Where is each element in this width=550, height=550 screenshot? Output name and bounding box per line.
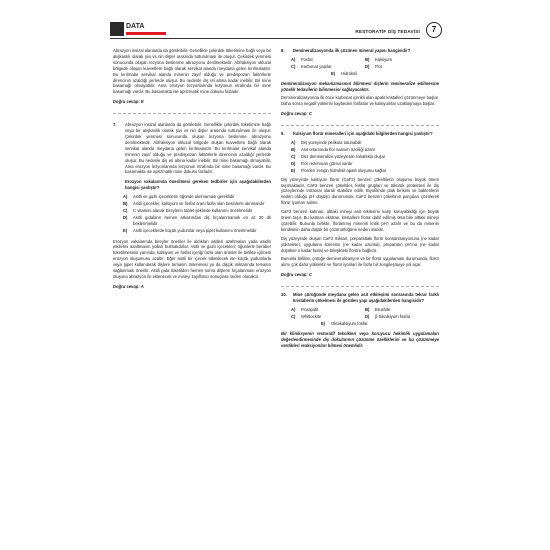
page-header [110,22,442,40]
question-number: 10. [281,292,287,298]
answer-8: Doğru cevap: C [281,111,312,117]
option-c[interactable]: C) Karbonat yapılar [291,63,332,69]
question-10 [281,292,439,304]
question-number: 9. [281,131,285,137]
header-rule [110,38,420,39]
logo-text: DATA [126,23,145,30]
q9-explanation-3: Diş yüzeyinde oluşan CaF2 miktarı, preparattaki florür konsantrasyonuna (ne kadar yüksekse), uygulama süresine (ne kadar uzunsa), preparatın pH'ına (ne kadar düşükse o kadar fazla) ve bileşikteki florüre bağlıdır. [281,235,439,253]
option-b[interactable]: B) Asitli içecekler, kalsiyum ve fosfat oranı fazla olan besinlerle alınmalıdır [123,201,265,207]
option-c[interactable]: C) Düz demineralize yüzeylerde rahatlıkla oluşur [291,153,386,159]
question-number: 7. [113,122,117,128]
option-e[interactable]: E) Oktakalsiyum fosfat [321,320,368,326]
option-a[interactable]: A) Florapatit [291,307,319,312]
option-e[interactable]: E) Asitli içeceklerde küçük yudumlar veya pipet kullanımı önerilmelidir [123,227,257,233]
option-b[interactable]: B) Brushite [365,307,391,312]
left-column [113,48,271,298]
option-b[interactable]: B) Kalsiyum [365,56,392,62]
option-e[interactable]: E) Florden zengin hidroksil apatit oluşumu sağlar [291,167,387,173]
question-divider [281,286,439,287]
question-stem: Erozyon vakalarında önerilmesi gereken tedbirler için aşağıdakilerden hangisi yanlıştır? [125,179,271,191]
question-9 [281,131,439,137]
question-passage: Abrazyon insizal alanlarda da görülebilir. Genellikle çekirdek tüketimine bağlı veya bir alışkanlık olarak şivi vs nin dişler arasında tutturulması ile oluşur. Çekirdek yenmesi sonucunda oluşan lezyona beslenme abrazyonu denilmektedir. Abfraksiyon okluzal bölgede oluşan kuvvetlere bağlı olarak servikal alanda meydana gelen kırılmalardır. Bu kırılmalar servikal alanda minenin zayıf olduğu ve predispozan faktörlerle direncinin azaldığı yerlerde oluşur. Bu nedenle diş eti altına kadar inebilir. Bir mine basamağı olmayabilir. Ama erozyon lezyonlarında lezyonun etrafında bir mine basamağı vardır. Bu basamakta ise aprizmatik mine dokusu fazladır. [125,122,271,175]
question-7 [113,122,271,175]
question-number: 8. [281,48,285,53]
answer-6: Doğru cevap: E [113,99,144,105]
q9-explanation-1: Diş yüzeyinde kalsiyum florür (CaF2) benzeri çökeltilerin oluşumu büyük önem taşımaktadır. CaF2 benzeri çökeltiler, fosfat grupları ve tükürük proteinleri ile diş yüzeylerinde intraoral olarak stabilize edilir. Biyofilmde plak birikimi ve bakterilerin neden olduğu pH düşüşü durumunda, CaF2 benzeri çökeltinin parçaları çözülerek florür iyonları salınır. [281,176,439,206]
q9-explanation-4: Bununla birlikte, çürüğe demineralizasyon ve bir florür uygulaması durumunda, florür alımı çok daha yüksektir ve florür iyonları ile fazla bir zengileşmeye yol açar. [281,256,439,268]
option-a[interactable]: A) Diş yüzeyinde pelikula tutunabilir [291,140,362,146]
option-a[interactable]: A) Fosfat [291,56,313,62]
question-text: Kalsiyum florür mineralleri için aşağıdaki bilgilerden hangisi yanlıştır? [293,131,433,137]
answer-9: Doğru cevap: C [281,272,312,278]
option-c[interactable]: C) Whitlockite [291,313,322,319]
q8-note: Demineralizasyon mekanizmasının bilinmesi dişlerin remineralize edilmesine yönelik tedavilerin bilinmesini sağlayacaktır. [281,80,439,92]
option-d[interactable]: D) Asitli gıdaların hemen arkasından diş fırçalanmamalı en az 30 dk beklenmelidir [123,214,271,226]
right-column [281,48,439,351]
option-b[interactable]: B) Asit ortamında flor salınım özelliği azalır [291,146,376,152]
option-d[interactable]: D) β-trikalsiyum fosfat [365,313,410,319]
q10-note: Bir kliniksyenin restoratif teknikleri veya koruyucu hekimlik uygulamaları değerlendirmesinde diş dokularının çözünme özelliklerini ve bu çözünmeye verdikleri reaksiyonları bilmesi önemlidir. [281,330,439,348]
option-d[interactable]: D) Flor rezervuarı görevi vardır [291,160,353,166]
option-c[interactable]: C) C vitamini alacak bireylerin tablet şeklinde kullanımı önerilmelidir [123,207,253,213]
publisher-logo [110,22,168,36]
logo-underline [126,32,166,35]
option-d[interactable]: D) Flor [365,63,383,69]
q8-explanation: Demineralizasyonda ilk önce karbonat içerikli olan apatit kristalleri çözünmeye başlar. Daha sonra negatif yüklerini kaybeden fosfatlar ve kalsiyumlar uzaklaşmaya başlar. [281,95,439,107]
q9-options [281,140,439,174]
question-divider [281,125,439,126]
answer-7: Doğru cevap: A [113,283,144,289]
q9-explanation-2: CaF2 benzeri katman, alttaki mineyi asit etkilerine karşı koruyabildiği için büyük önem taşır. Bu katman ekstrae, kristallere florür dahil edilmiş olsa bile alttaki mineyi çözebilir. Bununla birlikte, florlanmış minenin kritik pH'ı azalır ve bu da minenin kendisinin daha düşük bir çözünürlüğüne neden olabilir. [281,209,439,232]
page-number: 7 [426,22,442,38]
logo-mark-icon [110,22,124,36]
question-8 [281,48,439,54]
option-a[interactable]: A) Asitli ve gazlı içeceklerin öğünde alınmaması gereklidir [123,194,235,200]
question-text: Mine çürüğünde meydana gelen asit etkileşimi sonrasında tekrar farklı kristallerin çökelmesi ile görülen yapı aşağıdakilerden hangisidir? [293,292,439,304]
section-title: RESTORATİF DİŞ TEDAVİSİ [355,29,420,34]
explanation-7: Erozyon vakalarında bireyler öneriler ile aldıkları asitleri azaltmaları yada asidin etkilerini azaltmanın yolları bulmalıdırlar. Asitli ve gazlı içecekleri; öğünlerle beraber tüketilmesinin yanında, kalsiyum ve fosfat içeriği fazla olan ürünler ile birlikte içilmesi erozyon oluşumunu azaltır. Eğer asitli bir içecek tüketilecek ise küçük yudumlarla veya pipet kullanılarak dişlere temasın önlenmesi ya da dişçik miktarında temasın sağlanması önerilir. Asitli gıda tüketilden hemen sonra dişlerin fırçalanması erozyon oluşuna abrazyon ile eklenecek ve mineyi zayıflatıcı sonuçlara neden olacaktır. [113,238,271,279]
question-text: Demineralizasyonda ilk çözünen mineral yapısı hangisidir? [293,48,411,53]
option-e[interactable]: E) Hidroksil [331,70,358,76]
intro-explanation: Abrazyon insizal alanlarda da görülebilir. Genellikle çekirdek tüketimine bağlı veya bir alışkanlık olarak şivi vs nin dişler arasında tutturulması ile oluşur. Çekirdek yenmesi sonucunda oluşan lezyona beslenme abrazyonu denilmektedir. Abfraksiyon okluzal bölgede oluşan kuvvetlere bağlı olarak servikal alanda meydana gelen kırılmalardır. Bu kırılmalar servikal alanda minenin zayıf olduğu ve predispozan faktörlerle direncinin azaldığı yerlerde oluşur. Bu nedenle diş eti altına kadar inebilir. Bir mine basamağı olmayabilir. Ama erozyon lezyonlarında lezyonun etrafında bir mine basamağı vardır. Bu basamakta ise aprizmatik mine dokusu fazladır. [113,48,271,95]
q8-options [291,57,439,77]
question-divider [113,113,271,114]
q10-options [291,307,439,327]
q7-options [113,194,271,233]
